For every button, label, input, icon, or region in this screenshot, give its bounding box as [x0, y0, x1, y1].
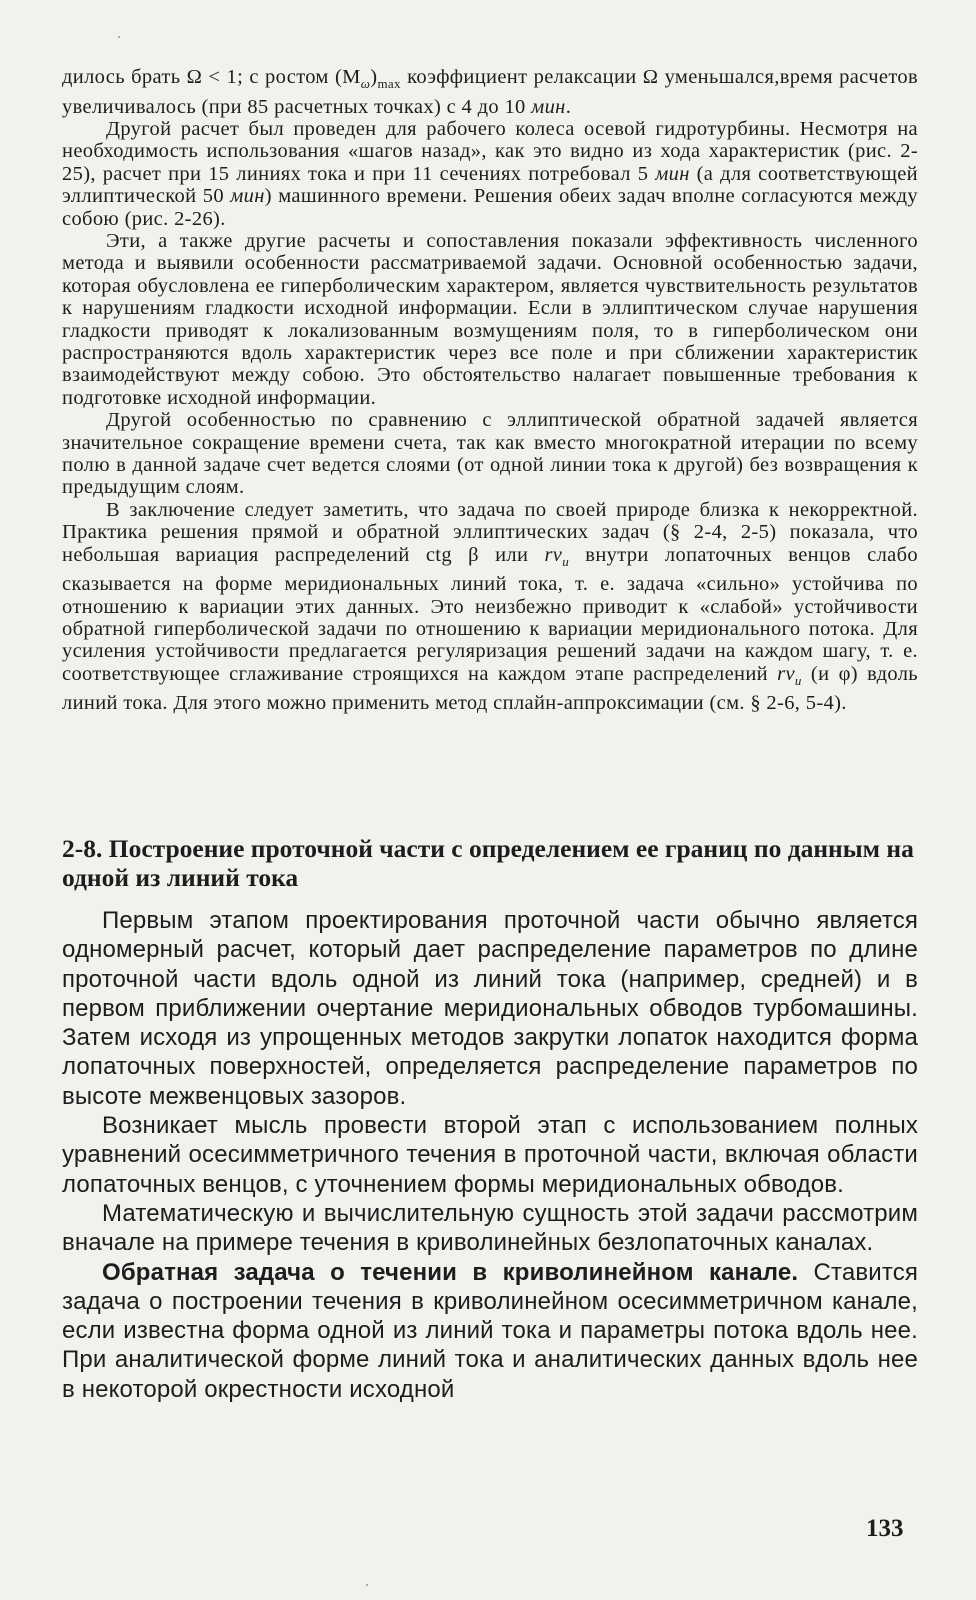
page-number: 133 — [866, 1515, 904, 1542]
text: внутри лопаточных венцов слабо сказывается на форме меридиональных линий тока, т. е. задача «сильно» устойчива по отношению к вариации этих данных. Это неизбежно приводит к «слабой» устойчивости обратной гиперболической задачи по отношению к вариации меридионального потока. Для усиления устойчивости предлагается регуляризация решений задачи на каждом шагу, т. е. соответствующее сглаживание строящихся на каждом этапе распределений — [62, 543, 918, 685]
scan-speck — [118, 36, 120, 38]
text: Ставится задача о построении течения в криволинейном осесимметричном канале, если известна форма одной из линий тока и параметры потока вдоль нее. При аналитической форме линий тока и аналитических данных вдоль нее в некоторой окрестности исходной — [62, 1258, 919, 1403]
symbol: rv — [777, 662, 795, 685]
text: В заключение следует заметить, что задача по своей природе близка к некорректной. Практика решения прямой и обратной эллиптических задач (§ 2-4, 2-5) показала, что небольшая вариация распределений ctg β или — [62, 498, 918, 566]
unit: мин — [230, 185, 265, 208]
symbol: rv — [544, 543, 563, 566]
text: (и φ) вдоль линий тока. Для этого можно применить метод сплайн-аппроксимации (см. § 2-6, 5-4). — [62, 662, 918, 715]
scan-speck — [366, 1584, 368, 1586]
subscript: u — [794, 672, 802, 688]
unit: мин — [531, 95, 566, 118]
subscript: ω — [360, 76, 371, 92]
intro-text — [62, 66, 918, 715]
paragraph: Возникает мысль провести второй этап с использованием полных уравнений осесимметричного течения в проточной части, включая области лопаточных венцов, с уточнением формы меридиональных обводов. — [62, 1112, 918, 1198]
text: (а для соответствующей эллиптической 50 — [62, 162, 918, 208]
paragraph: Математическую и вычислительную сущность этой задачи рассмотрим вначале на примере течения в криволинейных безлопаточных каналах. — [62, 1199, 918, 1257]
run-in-heading: Обратная задача о течении в криволинейном канале. — [102, 1258, 799, 1286]
text: ) — [370, 66, 378, 88]
subscript: max — [377, 76, 401, 92]
text: Другой расчет был проведен для рабочего колеса осевой гидротурбины. Несмотря на необходимость использования «шагов назад», как это видно из хода характеристик (рис. 2-25), расчет при 15 линиях тока и при 11 сечениях потребовал 5 — [62, 117, 918, 185]
unit: мин — [655, 162, 690, 185]
subscript: u — [562, 553, 570, 569]
text: дилось брать Ω < 1; с ростом (M — [62, 66, 361, 88]
paragraph — [62, 499, 918, 715]
section-body — [62, 906, 918, 1404]
paragraph: Эти, а также другие расчеты и сопоставления показали эффективность численного метода и выявили особенности рассматриваемой задачи. Основной особенностью задачи, которая обусловлена ее гиперболическим характером, является чувствительность результатов к нарушениям гладкости исходной информации. Если в эллиптическом случае нарушения гладкости приводят к локализованным возмущениям поля, то в гиперболическом они распространяются вдоль характеристик через все поле и при сближении характеристик взаимодействуют между собою. Это обстоятельство налагает повышенные требования к подготовке исходной информации. — [62, 229, 918, 409]
paragraph: Другой особенностью по сравнению с эллиптической обратной задачей является значительное сокращение времени счета, так как вместо многократной итерации по всему полю в данной задаче счет ведется слоями (от одной линии тока к другой) без возвращения к предыдущим слоям. — [62, 409, 918, 499]
text: . — [565, 95, 572, 118]
paragraph — [62, 118, 918, 230]
paragraph — [62, 66, 918, 118]
section-heading: 2-8. Построение проточной части с определением ее границ по данным на одной из линий тока — [62, 834, 914, 892]
text: ) машинного времени. Решения обеих задач вполне согласуются между собою (рис. 2-26). — [62, 185, 919, 230]
paragraph: Первым этапом проектирования проточной части обычно является одномерный расчет, который дает распределение параметров по длине проточной части вдоль одной из линий тока (например, средней) и в первом приближении очертание меридиональных обводов турбомашины. Затем исходя из упрощенных методов закрутки лопаток находится форма лопаточных поверхностей, определяется распределение параметров по высоте межвенцовых зазоров. — [62, 907, 918, 1110]
paragraph — [62, 1258, 918, 1404]
text: коэффициент релаксации Ω уменьшался,время расчетов увеличивалось (при 85 расчетных точках) с 4 до 10 — [62, 66, 918, 118]
